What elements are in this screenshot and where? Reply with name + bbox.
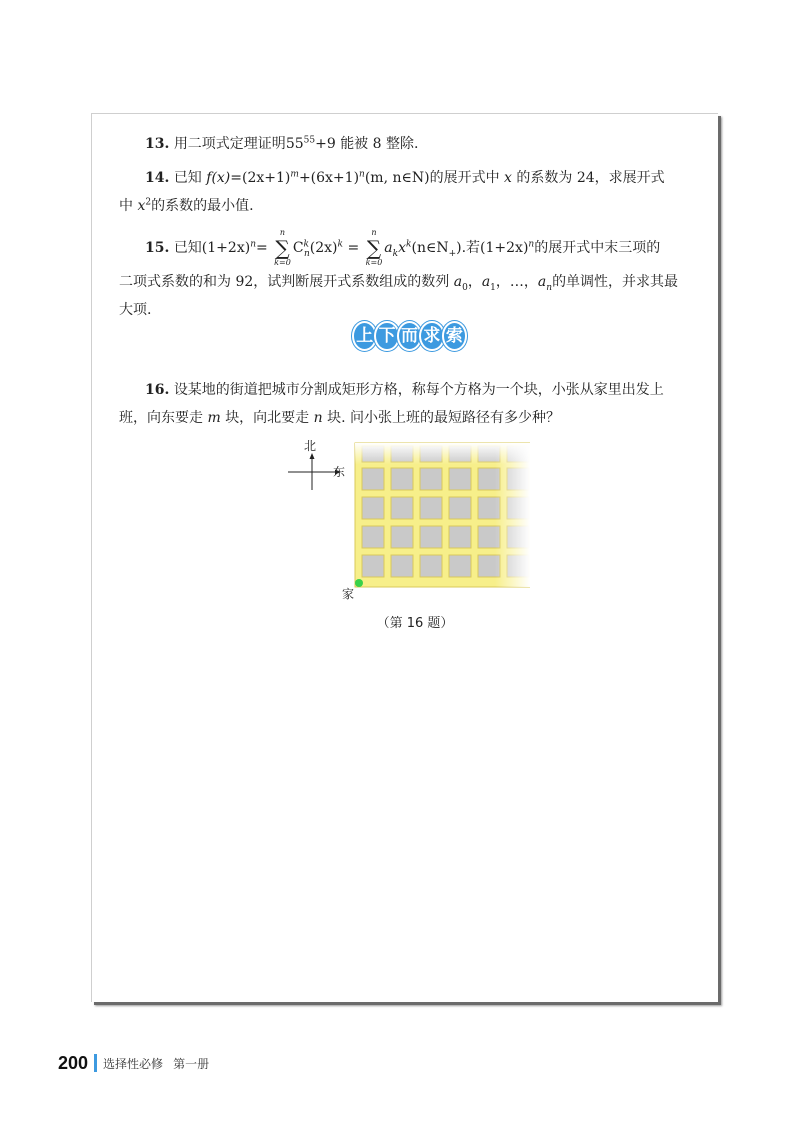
book-volume: 第一册 — [173, 1056, 210, 1071]
badge-char: 而 — [397, 321, 422, 351]
math-eq: = — [347, 240, 360, 256]
summation — [366, 228, 383, 268]
badge-char: 索 — [442, 321, 467, 351]
badge-char: 上 — [352, 321, 377, 351]
problem-text: 设某地的街道把城市分割成矩形方格，称每个方格为一个块，小张从家里出发上 — [173, 382, 664, 398]
math-exp: 55 — [303, 135, 316, 146]
problem-text: 用二项式定理证明 — [173, 136, 286, 152]
math-expr: 已知(1+2x) — [173, 240, 251, 256]
math-expr: =(2x+1) — [230, 170, 291, 186]
problem-text: 大项. — [119, 302, 152, 318]
problem-16 — [119, 376, 699, 432]
math-term: a — [481, 274, 491, 290]
home-label: 家 — [342, 587, 355, 601]
math-eq: = — [255, 240, 268, 256]
math-term: a — [537, 274, 547, 290]
fade-top — [355, 443, 530, 587]
sum-upper: n — [371, 228, 377, 237]
problem-number: 14. — [145, 170, 170, 186]
math-exp: k — [337, 239, 343, 250]
problem-text: 中 — [119, 198, 133, 214]
math-var: n — [313, 410, 323, 426]
math-base: 55 — [285, 136, 304, 152]
math-cond: (m, n∈N) — [364, 170, 430, 186]
sum-upper: n — [279, 228, 286, 237]
math-sub: 1 — [490, 282, 496, 293]
north-label: 北 — [304, 439, 317, 453]
math-term: (2x) — [309, 240, 338, 256]
math-sub: n — [304, 248, 310, 259]
math-exp: k — [406, 239, 412, 250]
problem-13 — [119, 130, 699, 158]
math-sub: 0 — [462, 282, 468, 293]
problem-text: 的展开式中 — [429, 170, 500, 186]
problem-text: 块. 问小张上班的最短路径有多少种？ — [327, 410, 561, 426]
math-exp: m — [290, 169, 299, 180]
math-expr: 若(1+2x) — [466, 240, 529, 256]
math-exp: n — [528, 239, 535, 250]
math-sub: k — [392, 248, 399, 259]
problem-text: 已知 — [173, 170, 202, 186]
problem-14 — [119, 164, 699, 220]
sum-symbol: ∑ — [366, 236, 382, 260]
problem-text: 的单调性，并求其最 — [552, 274, 679, 290]
math-cond: ). — [456, 240, 467, 256]
badge-char: 求 — [419, 321, 444, 351]
math-var: x — [504, 170, 512, 186]
summation — [274, 228, 291, 268]
problem-text: 班，向东要走 — [119, 410, 203, 426]
street-grid-svg — [280, 438, 530, 608]
math-sub: n — [546, 282, 553, 293]
problem-16-block — [119, 376, 699, 438]
math-var: m — [207, 410, 221, 426]
compass — [288, 439, 345, 490]
math-dots: … — [509, 274, 524, 290]
problem-15: 15. 已知$(1+2x)^n=$ n ∑ k=0 $C^k_n(2x)^k$ = n ∑ k=0 $a_kx^k(n\in N_+)$.若$(1+2x)^n$的展开式中末三项的 二项式系数的和为 92，试判断展开式系数组成的数列 $a_0$，$a_1$，…，$a_n$的单调性，并求其最 大项. — [119, 228, 679, 318]
math-fx: f(x) — [206, 170, 231, 186]
problem-number: 13. — [145, 136, 170, 152]
compass-north-arrow-icon — [310, 453, 315, 459]
problem-text: 的系数为 24，求展开式 — [516, 170, 665, 186]
problem-text: 二项式系数的和为 92，试判断展开式系数组成的数列 — [119, 274, 450, 290]
problem-list — [119, 130, 699, 330]
problem-text: 块，向北要走 — [225, 410, 310, 426]
problem-number: 15. — [145, 240, 170, 256]
math-plus: +9 — [315, 136, 336, 152]
sum-symbol: ∑ — [275, 236, 290, 260]
math-term: a — [384, 240, 393, 256]
math-cond: (n∈N — [411, 240, 449, 256]
math-exp: k — [303, 239, 309, 250]
math-var: x — [137, 198, 146, 214]
problem-text-tail: 能被 8 整除. — [340, 136, 419, 152]
page-footer — [58, 1052, 219, 1074]
math-term: C — [292, 240, 304, 256]
math-term: x — [398, 240, 407, 256]
home-marker-icon — [355, 579, 363, 587]
section-badge — [352, 320, 467, 352]
badge-char: 下 — [374, 321, 399, 351]
sum-lower: k=0 — [365, 258, 383, 267]
math-exp: n — [359, 169, 365, 180]
figure-caption: （第 16 题） — [376, 616, 454, 631]
math-term: a — [453, 274, 463, 290]
sum-lower: k=0 — [274, 258, 291, 267]
east-label: 东 — [333, 465, 346, 479]
problem-text: 的系数的最小值. — [151, 198, 254, 214]
math-exp: 2 — [145, 197, 152, 208]
problem-text: 的展开式中末三项的 — [534, 240, 661, 256]
problem-number: 16. — [145, 382, 170, 398]
math-exp: n — [250, 239, 256, 250]
book-series: 选择性必修 — [103, 1056, 164, 1071]
math-expr: +(6x+1) — [298, 170, 360, 186]
math-sub: + — [448, 248, 457, 259]
page-number: 200 — [58, 1052, 89, 1073]
street-grid-figure — [280, 438, 530, 608]
footer-accent-bar — [94, 1054, 97, 1072]
book-title — [103, 1055, 219, 1072]
